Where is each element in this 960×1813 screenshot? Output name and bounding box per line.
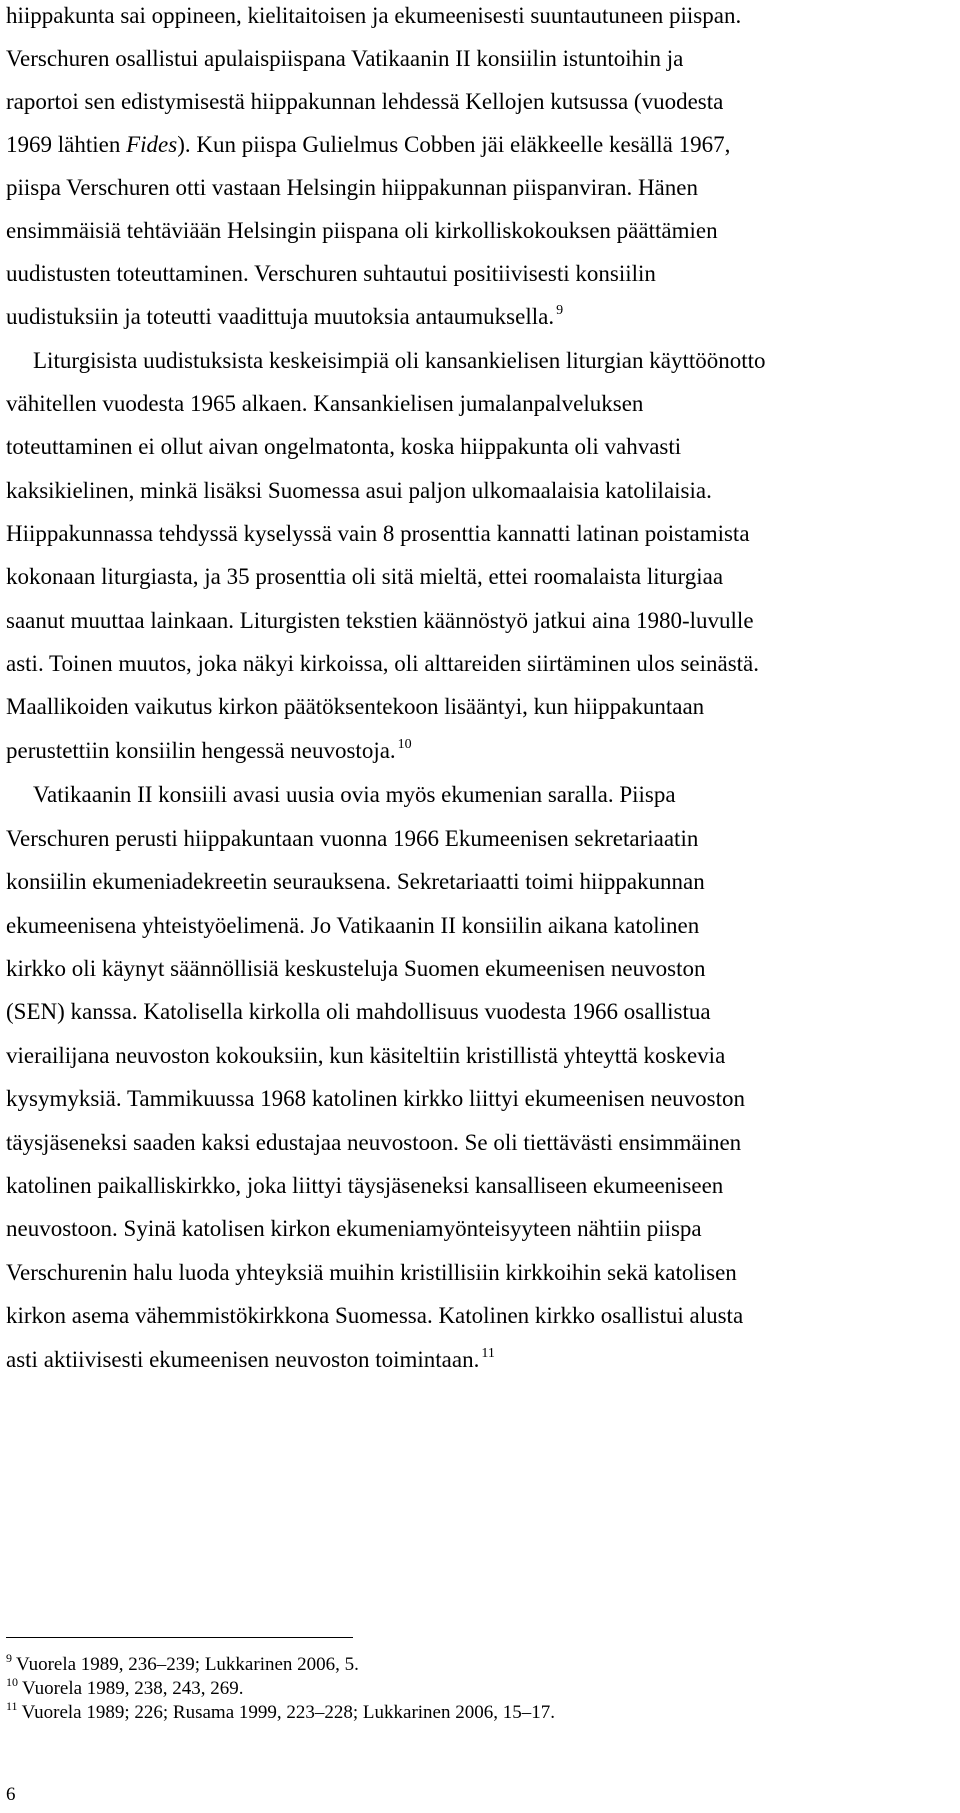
text-span: ). Kun piispa Gulielmus Cobben jäi eläkkeelle kesällä 1967, [177, 132, 731, 157]
text-line: kirkko oli käynyt säännöllisiä keskusteluja Suomen ekumeenisen neuvoston [6, 956, 706, 981]
journal-title: Fides [126, 132, 178, 157]
footnote [6, 1651, 359, 1676]
footnote [6, 1699, 555, 1724]
text-span: perustettiin konsiilin hengessä neuvostoja. [6, 738, 396, 763]
text-line: vähitellen vuodesta 1965 alkaen. Kansankielisen jumalanpalveluksen [6, 391, 644, 416]
footnote-number: 11 [6, 1699, 18, 1713]
footnote [6, 1675, 244, 1700]
text-line [6, 737, 412, 764]
text-line: vierailijana neuvoston kokouksiin, kun käsiteltiin kristillistä yhteyttä koskevia [6, 1043, 726, 1068]
text-line: ensimmäisiä tehtäviään Helsingin piispana oli kirkolliskokouksen päättämien [6, 218, 718, 243]
page-number: 6 [6, 1784, 16, 1805]
footnote-ref[interactable]: 10 [397, 737, 412, 752]
footnote-text: Vuorela 1989, 238, 243, 269. [22, 1678, 244, 1699]
text-span: uudistuksiin ja toteutti vaadittuja muutoksia antaumuksella. [6, 304, 555, 329]
text-line [6, 131, 730, 158]
text-line: Verschuren osallistui apulaispiispana Vatikaanin II konsiilin istuntoihin ja [6, 46, 684, 71]
text-line: raportoi sen edistymisestä hiippakunnan lehdessä Kellojen kutsussa (vuodesta [6, 89, 724, 114]
footnote-ref[interactable]: 9 [556, 303, 564, 318]
text-line: (SEN) kanssa. Katolisella kirkolla oli mahdollisuus vuodesta 1966 osallistua [6, 999, 711, 1024]
text-line: Hiippakunnassa tehdyssä kyselyssä vain 8 prosenttia kannatti latinan poistamista [6, 521, 750, 546]
text-line: toteuttaminen ei ollut aivan ongelmatonta, koska hiippakunta oli vahvasti [6, 434, 682, 459]
text-line: kaksikielinen, minkä lisäksi Suomessa asui paljon ulkomaalaisia katolilaisia. [6, 478, 712, 503]
text-line: täysjäseneksi saaden kaksi edustajaa neuvostoon. Se oli tiettävästi ensimmäinen [6, 1130, 742, 1155]
text-line [6, 1346, 495, 1373]
text-line: kokonaan liturgiasta, ja 35 prosenttia oli sitä mieltä, ettei roomalaista liturgiaa [6, 564, 724, 589]
text-line: Liturgisista uudistuksista keskeisimpiä oli kansankielisen liturgian käyttöönotto [33, 348, 766, 373]
footnote-text: Vuorela 1989; 226; Rusama 1999, 223–228; Lukkarinen 2006, 15–17. [21, 1702, 555, 1723]
text-line: kirkon asema vähemmistökirkkona Suomessa. Katolinen kirkko osallistui alusta [6, 1303, 744, 1328]
text-line: ekumeenisena yhteistyöelimenä. Jo Vatikaanin II konsiilin aikana katolinen [6, 913, 700, 938]
text-span: 1969 lähtien [6, 132, 127, 157]
footnote-number: 9 [6, 1651, 12, 1665]
text-line: Maallikoiden vaikutus kirkon päätöksentekoon lisääntyi, kun hiippakuntaan [6, 694, 705, 719]
text-line: Verschurenin halu luoda yhteyksiä muihin kristillisiin kirkkoihin sekä katolisen [6, 1260, 737, 1285]
text-line: Verschuren perusti hiippakuntaan vuonna 1966 Ekumeenisen sekretariaatin [6, 826, 699, 851]
text-line: Vatikaanin II konsiili avasi uusia ovia myös ekumenian saralla. Piispa [33, 782, 676, 807]
text-line: kysymyksiä. Tammikuussa 1968 katolinen kirkko liittyi ekumeenisen neuvoston [6, 1086, 745, 1111]
text-line: saanut muuttaa lainkaan. Liturgisten tekstien käännöstyö jatkui aina 1980-luvulle [6, 608, 754, 633]
text-line [6, 303, 563, 330]
text-line: katolinen paikalliskirkko, joka liittyi täysjäseneksi kansalliseen ekumeeniseen [6, 1173, 724, 1198]
footnote-text: Vuorela 1989, 236–239; Lukkarinen 2006, 5. [16, 1654, 359, 1675]
text-span: asti aktiivisesti ekumeenisen neuvoston toimintaan. [6, 1347, 480, 1372]
footnote-divider [6, 1637, 353, 1638]
footnote-ref[interactable]: 11 [481, 1346, 495, 1361]
footnote-number: 10 [6, 1675, 18, 1689]
text-line: konsiilin ekumeniadekreetin seurauksena. Sekretariaatti toimi hiippakunnan [6, 869, 705, 894]
text-line: hiippakunta sai oppineen, kielitaitoisen ja ekumeenisesti suuntautuneen piispan. [6, 3, 742, 28]
text-line: neuvostoon. Syinä katolisen kirkon ekumeniamyönteisyyteen nähtiin piispa [6, 1216, 702, 1241]
text-line: asti. Toinen muutos, joka näkyi kirkoissa, oli alttareiden siirtäminen ulos seinästä. [6, 651, 760, 676]
text-line: uudistusten toteuttaminen. Verschuren suhtautui positiivisesti konsiilin [6, 261, 656, 286]
text-line: piispa Verschuren otti vastaan Helsingin hiippakunnan piispanviran. Hänen [6, 175, 698, 200]
